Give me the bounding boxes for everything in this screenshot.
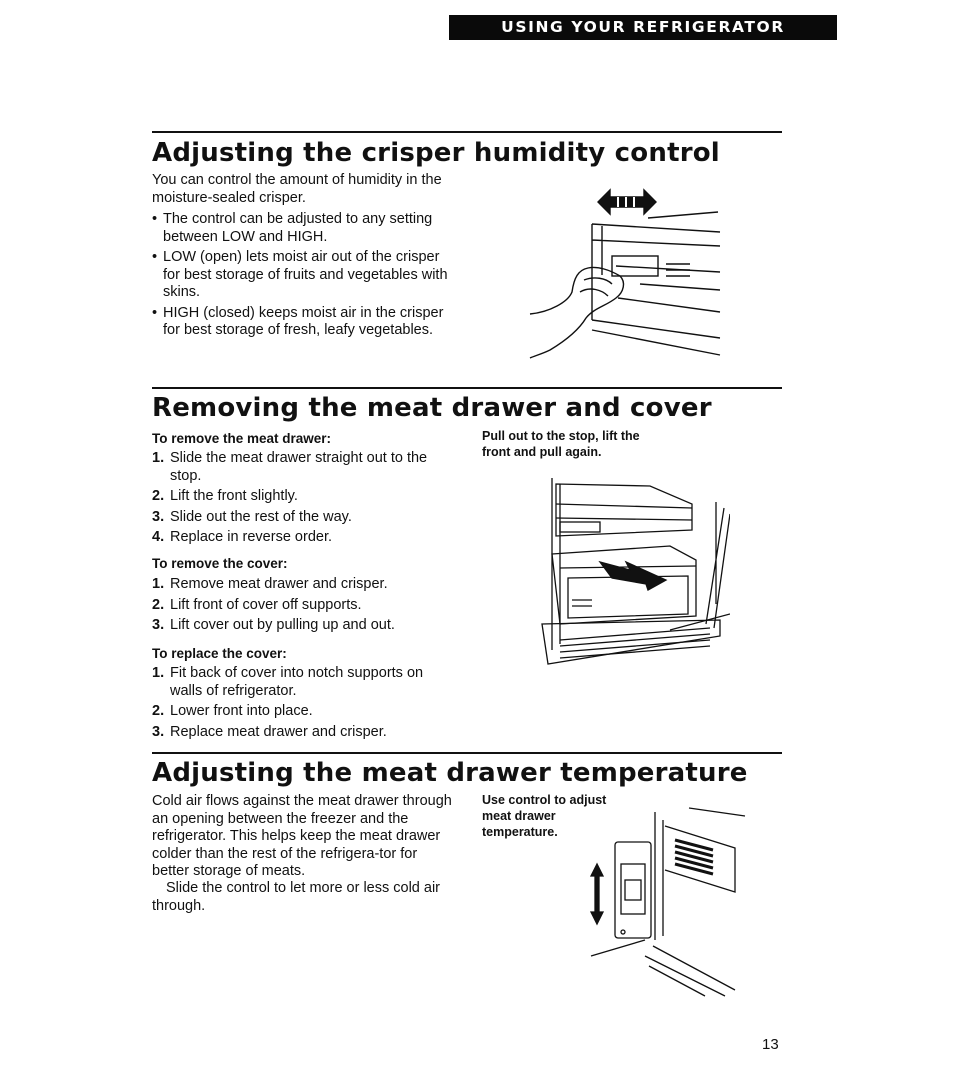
- meat-drawer-illustration: [520, 474, 730, 674]
- list-item: • The control can be adjusted to any setting between LOW and HIGH.: [152, 211, 452, 246]
- meat-drawer-caption: Pull out to the stop, lift the front and pull again.: [482, 429, 640, 459]
- list-item: 1. Fit back of cover into notch supports on walls of refrigerator.: [152, 665, 424, 699]
- temperature-control-illustration: [585, 800, 750, 1000]
- remove-drawer-heading: To remove the meat drawer:: [152, 431, 332, 446]
- list-item: 1. Remove meat drawer and crisper.: [152, 576, 388, 592]
- section-divider: [152, 752, 782, 754]
- crisper-section-title: Adjusting the crisper humidity control: [152, 138, 720, 168]
- crisper-bullet-list: [152, 211, 452, 340]
- remove-cover-heading: To remove the cover:: [152, 556, 288, 571]
- crisper-intro: You can control the amount of humidity in the moisture-sealed crisper.: [152, 172, 442, 206]
- remove-cover-steps: [152, 576, 452, 638]
- temperature-section-title: Adjusting the meat drawer temperature: [152, 758, 748, 788]
- temperature-body: Cold air flows against the meat drawer through an opening between the freezer and the refrigerator. This helps keep the meat drawer colder than the rest of the refrigera-tor for better storage of meats.: [152, 793, 452, 879]
- temperature-body-2: Slide the control to let more or less cold air through.: [152, 880, 441, 914]
- meat-drawer-section-title: Removing the meat drawer and cover: [152, 393, 712, 423]
- list-item: 3. Lift cover out by pulling up and out.: [152, 617, 395, 633]
- list-item: • LOW (open) lets moist air out of the crisper for best storage of fruits and vegetables with skins.: [152, 249, 452, 302]
- list-item: 1. Slide the meat drawer straight out to the stop.: [152, 450, 428, 484]
- replace-cover-heading: To replace the cover:: [152, 646, 287, 661]
- list-item: 2. Lower front into place.: [152, 703, 313, 719]
- list-item: 3. Slide out the rest of the way.: [152, 508, 352, 525]
- list-item: 2. Lift front of cover off supports.: [152, 596, 362, 613]
- section-banner: USING YOUR REFRIGERATOR: [449, 15, 837, 40]
- list-item: • HIGH (closed) keeps moist air in the crisper for best storage of fresh, leafy vegetables.: [152, 305, 452, 340]
- crisper-humidity-illustration: [520, 180, 730, 370]
- list-item: 4. Replace in reverse order.: [152, 529, 332, 545]
- remove-drawer-steps: [152, 450, 452, 550]
- list-item: 3. Replace meat drawer and crisper.: [152, 723, 387, 740]
- list-item: 2. Lift the front slightly.: [152, 488, 298, 504]
- temperature-caption: Use control to adjust meat drawer temperature.: [482, 793, 607, 839]
- replace-cover-steps: [152, 665, 452, 744]
- section-divider: [152, 387, 782, 389]
- crisper-text: [152, 172, 452, 343]
- section-divider: [152, 131, 782, 133]
- page-number: 13: [762, 1036, 779, 1053]
